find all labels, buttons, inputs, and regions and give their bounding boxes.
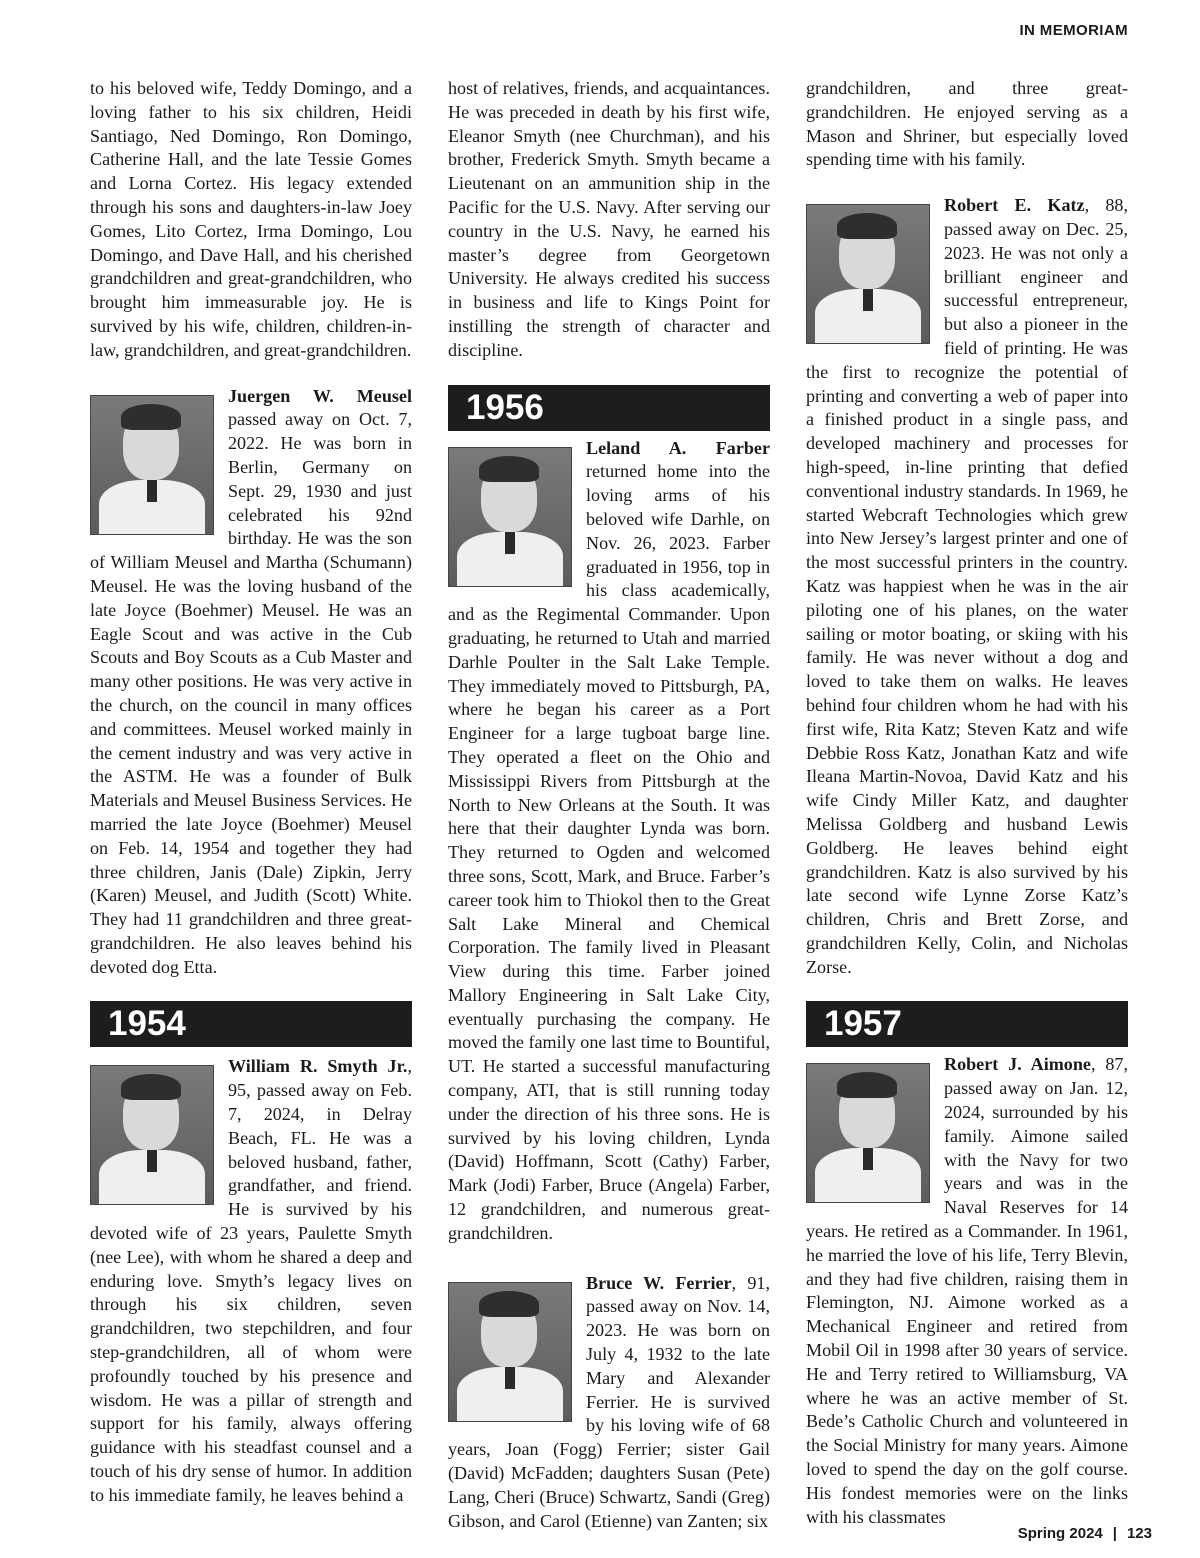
issue-label: Spring 2024 bbox=[1017, 1525, 1103, 1542]
obituary-text: , 88, passed away on Dec. 25, 2023. He was not only a brilliant engineer and successful entrepreneur, but also a pioneer in the field of printing. He was the first to recognize the potential of printing and converting a web of paper into a finished product in a single pass, and developed machinery and processes for high-speed, in-line printing that defied conventional industry standards. In 1969, he started Webcraft Technologies which grew into New Jersey’s largest printer and one of the most successful printers in the country. Katz was happiest when he was in the air piloting one of his planes, on the water sailing or motor boating, or skiing with his family. He was never without a dog and loved to take them on walks. He leaves behind four children whom he had with his first wife, Rita Katz; Steven Katz and wife Debbie Ross Katz, Jonathan Katz and wife Ileana Martin-Novoa, David Katz and his wife Cindy Miller Katz, and daughter Melissa Goldberg and husband Lewis Goldberg. He leaves behind eight grandchildren. Katz is also survived by his late second wife Lynne Zorse Katz’s children, Chris and Brett Zorse, and grandchildren Kelly, Colin, and Nicholas Zorse. bbox=[806, 195, 1128, 977]
obituary-text: , 91, passed away on Nov. 14, 2023. He was born on July 4, 1932 to the late Mary and Alexander Ferrier. He is survived by his loving wife of 68 years, Joan (Fogg) Ferrier; sister Gail (David) McFadden; daughters Susan (Pete) Lang, Cheri (Bruce) Schwartz, Sandi (Greg) Gibson, and Carol (Etienne) van Zanten; six bbox=[448, 1272, 770, 1531]
continued-text: to his beloved wife, Teddy Domingo, and a loving father to his six children, Heidi Santiago, Ned Domingo, Ron Domingo, Catherine Hall, and the late Tessie Gomes and Lorna Cortez. His legacy extended through his sons and daughters-in-law Joey Gomes, Lito Cortez, Irma Domingo, Lou Domingo, and Dave Hall, and his cherished grandchildren and great-grandchildren, who brought him immeasurable joy. He is survived by his wife, children, children-in-law, grandchildren, and great-grandchildren. bbox=[90, 78, 412, 360]
portrait-photo bbox=[448, 447, 572, 587]
portrait-photo bbox=[806, 1063, 930, 1203]
obituary-name: Robert E. Katz bbox=[944, 195, 1085, 216]
obituary-text: , 87, passed away on Jan. 12, 2024, surrounded by his family. Aimone sailed with the Navy for two years and was in the Naval Reserves for 14 years. He retired as a Commander. In 1961, he married the love of his life, Terry Blevin, and they had five children, raising them in Flemington, NJ. Aimone worked as a Mechanical Engineer and retired from Mobil Oil in 1998 after 30 years of service. He and Terry retired to Williamsburg, VA where he was an active member of St. Bede’s Catholic Church and volunteered in the Social Ministry for many years. Aimone loved to spend the day on the golf course. His fondest memories were on the links with his classmates bbox=[806, 1054, 1128, 1527]
obituary-name: Juergen W. Meusel bbox=[228, 385, 412, 406]
obituary-meusel bbox=[90, 385, 412, 980]
continued-text: grandchildren, and three great-grandchildren. He enjoyed serving as a Mason and Shriner, but especially loved spending time with his family. bbox=[806, 78, 1128, 170]
class-year-heading: 1954 bbox=[90, 1001, 412, 1047]
column-1 bbox=[90, 77, 412, 1508]
obituary-aimone bbox=[806, 1053, 1128, 1529]
obituary-ferrier bbox=[448, 1272, 770, 1534]
footer-separator: | bbox=[1112, 1525, 1117, 1542]
obituary-text: , 95, passed away on Feb. 7, 2024, in Delray Beach, FL. He was a beloved husband, father, grandfather, and friend. He is survived by his devoted wife of 23 years, Paulette Smyth (nee Lee), with whom he shared a deep and enduring love. Smyth’s legacy lives on through his six children, seven grandchildren, two stepchildren, and four step-grandchildren, all of whom were profoundly touched by his presence and wisdom. He was a pillar of strength and support for his family, always offering guidance with his steadfast counsel and a touch of his dry sense of humor. In addition to his immediate family, he leaves behind a bbox=[90, 1056, 412, 1505]
portrait-photo bbox=[448, 1282, 572, 1422]
obituary-text: passed away on Oct. 7, 2022. He was born in Berlin, Germany on Sept. 29, 1930 and just celebrated his 92nd birthday. He was the son of William Meusel and Martha (Schumann) Meusel. He was the loving husband of the late Joyce (Boehmer) Meusel. He was an Eagle Scout and was active in the Cub Scouts and Boy Scouts as a Cub Master and many other positions. He was very active in the church, on the council in many offices and committees. Meusel worked mainly in the cement industry and was very active in the ASTM. He was a founder of Bulk Materials and Meusel Business Services. He married the late Joyce (Boehmer) Meusel on Feb. 14, 1954 and together they had three children, Janis (Dale) Zipkin, Jerry (Karen) Meusel, and Judith (Scott) White. They had 11 grandchildren and three great-grandchildren. He also leaves behind his devoted dog Etta. bbox=[90, 409, 412, 977]
class-year-heading: 1957 bbox=[806, 1001, 1128, 1047]
obituary-name: Robert J. Aimone bbox=[944, 1054, 1091, 1075]
continued-text: host of relatives, friends, and acquaintances. He was preceded in death by his first wife, Eleanor Smyth (nee Churchman), and his brother, Frederick Smyth. Smyth became a Lieutenant on an ammunition ship in the Pacific for the U.S. Navy. After serving our country in the U.S. Navy, he earned his master’s degree from Georgetown University. He always credited his success in business and life to Kings Point for instilling the strength of character and discipline. bbox=[448, 78, 770, 360]
portrait-photo bbox=[806, 204, 930, 344]
class-year-heading: 1956 bbox=[448, 385, 770, 431]
page-number: 123 bbox=[1126, 1525, 1152, 1542]
obituary-name: Leland A. Farber bbox=[586, 437, 770, 458]
obituary-farber bbox=[448, 437, 770, 1246]
section-label: IN MEMORIAM bbox=[1019, 22, 1128, 39]
portrait-photo bbox=[90, 395, 214, 535]
obituary-smyth bbox=[90, 1055, 412, 1507]
obituary-katz bbox=[806, 194, 1128, 979]
column-3 bbox=[806, 77, 1128, 1529]
obituary-text: returned home into the loving arms of his beloved wife Darhle, on Nov. 26, 2023. Farber graduated in 1956, top in his class academically, and as the Regimental Commander. Upon graduating, he returned to Utah and married Darhle Poulter in the Salt Lake Temple. They immediately moved to Pittsburgh, PA, where he began his career as a Port Engineer for a large tugboat barge line. They operated a fleet on the Ohio and Mississippi Rivers from Pittsburgh at the North to New Orleans at the South. It was here that their daughter Lynda was born. They returned to Ogden and welcomed three sons, Scott, Mark, and Bruce. Farber’s career took him to Thiokol then to the Great Salt Lake Mineral and Chemical Corporation. The family lived in Pleasant View during this time. Farber joined Mallory Engineering in Salt Lake City, eventually purchasing the company. He moved the family one last time to Bountiful, UT. He started a successful manufacturing company, ATI, that is still running today under the direction of his three sons. He is survived by his loving children, Lynda (David) Hoffmann, Scott (Cathy) Farber, Mark (Jodi) Farber, Bruce (Angela) Farber, 12 grandchildren, and numerous great-grandchildren. bbox=[448, 461, 770, 1243]
page-footer bbox=[1018, 1525, 1152, 1542]
obituary-name: Bruce W. Ferrier bbox=[586, 1272, 732, 1293]
column-2 bbox=[448, 77, 770, 1533]
obituary-name: William R. Smyth Jr. bbox=[228, 1056, 408, 1077]
portrait-photo bbox=[90, 1065, 214, 1205]
